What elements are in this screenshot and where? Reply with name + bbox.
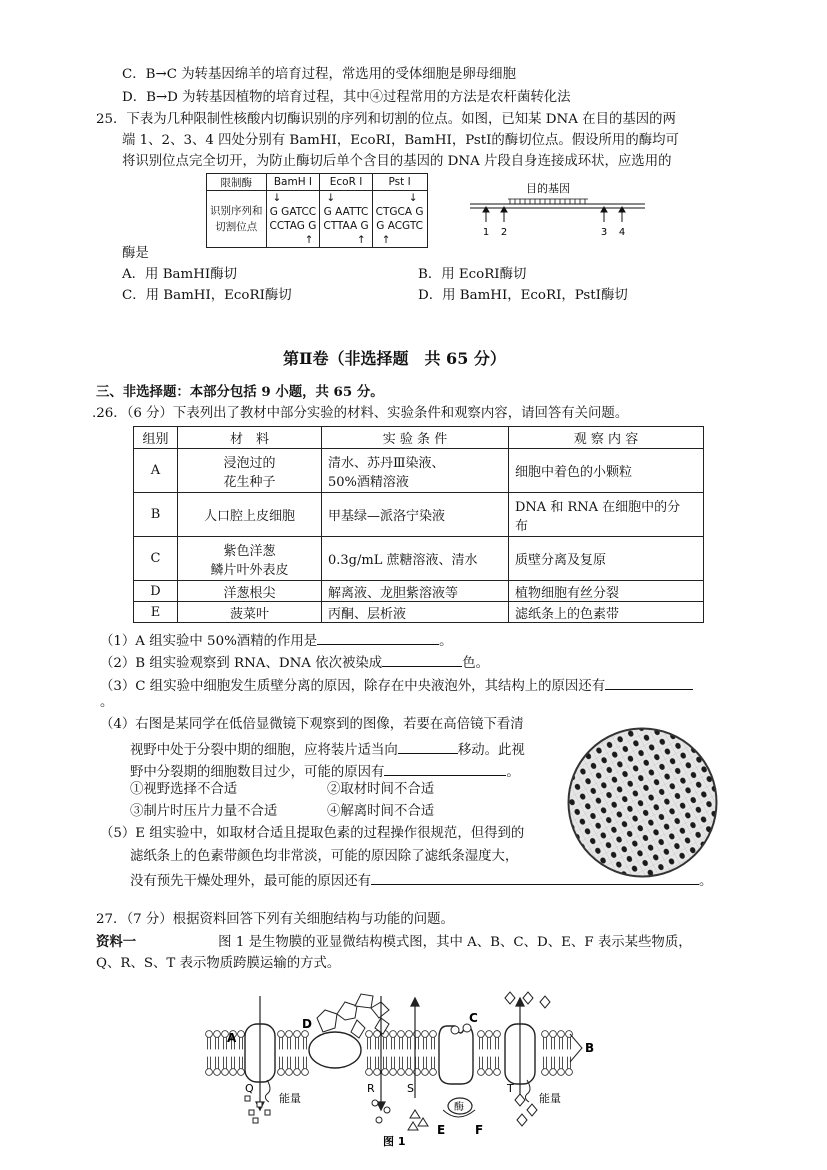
site-2-label: 2	[500, 227, 508, 238]
row-group: C	[134, 537, 178, 581]
q26-sub4-option4: ④解离时间不合适	[327, 804, 435, 819]
sub1-text: （1）A 组实验中 50%酒精的作用是	[100, 634, 318, 649]
row-observation: 植物细胞有丝分裂	[509, 581, 704, 602]
enzyme-header: 限制酶	[207, 174, 267, 191]
ecori-bottom-strand: CTTAA G	[323, 220, 369, 232]
row-group: A	[134, 449, 178, 493]
target-gene-label: 目的基因	[526, 182, 570, 195]
sub1-end: 。	[439, 634, 453, 649]
bamhi-top-strand: G GATCC	[269, 206, 317, 218]
site-3-label: 3	[600, 227, 608, 238]
table-row	[134, 537, 704, 581]
psti-bottom-strand: G ACGTC	[376, 220, 423, 232]
q26-sub4-line1: （4）右图是某同学在低倍显微镜下观察到的图像，若要在高倍镜下看清	[100, 717, 524, 732]
row-material-2: 鳞片叶外表皮	[210, 562, 289, 578]
cut-arrow-icon: ↓	[408, 192, 418, 204]
q24-option-d: D．B→D 为转基因植物的培育过程，其中④过程常用的方法是农杆菌转化法	[122, 90, 571, 105]
row-group: D	[134, 581, 178, 602]
membrane-structure-diagram	[205, 988, 615, 1148]
label-D: D	[302, 1017, 312, 1031]
q26-sub5-line3	[130, 870, 712, 891]
energy-label-right: 能量	[539, 1092, 561, 1105]
label-T: T	[507, 1082, 514, 1095]
reference-label: 资料一	[96, 934, 137, 950]
enzyme-label: 酶	[454, 1102, 464, 1113]
q26-sub4-option2: ②取材时间不合适	[327, 782, 435, 797]
ecori-top-strand: G AATTC	[323, 206, 369, 218]
label-Q: Q	[245, 1082, 254, 1095]
restriction-enzyme-table	[206, 173, 428, 248]
ecori-header: EcoR I	[320, 174, 372, 191]
label-C: C	[469, 1011, 478, 1025]
row-material: 人口腔上皮细胞	[178, 493, 322, 537]
row-condition: 0.3g/mL 蔗糖溶液、清水	[322, 537, 509, 581]
row-group: B	[134, 493, 178, 537]
q26-intro: .26．（6 分）下表列出了教材中部分实验的材料、实验条件和观察内容，请回答有关问题。	[92, 406, 629, 421]
q26-sub5-line2: 滤纸条上的色素带颜色均非常淡，可能的原因除了滤纸条湿度大，	[130, 849, 519, 864]
q24-option-c: C．B→C 为转基因绵羊的培育过程，常选用的受体细胞是卵母细胞	[122, 67, 516, 82]
sub2-text: （2）B 组实验观察到 RNA、DNA 依次被染成	[100, 656, 383, 671]
q26-sub4-line3	[130, 761, 520, 782]
table-row	[134, 449, 704, 493]
sub4-text-end: 。	[506, 765, 520, 780]
q26-sub3-end: 。	[100, 695, 114, 710]
q27-reference-line2: Q、R、S、T 表示物质跨膜运输的方式。	[96, 956, 341, 971]
row-material: 菠菜叶	[178, 602, 322, 623]
cut-arrow-up-icon: ↑	[304, 234, 314, 246]
sub5-end: 。	[699, 874, 713, 889]
sub4-text: 野中分裂期的细胞数目过少，可能的原因有	[130, 765, 385, 780]
answer-blank[interactable]	[317, 630, 439, 645]
q25-option-b: B．用 EcoRⅠ酶切	[418, 267, 527, 282]
experiment-table	[133, 426, 704, 623]
row-material: 洋葱根尖	[178, 581, 322, 602]
q25-option-d: D．用 BamHⅠ，EcoRⅠ，PstⅠ酶切	[418, 288, 628, 303]
table-row	[134, 493, 704, 537]
q26-sub4-option1: ①视野选择不合适	[130, 782, 238, 797]
q27-intro: 27．（7 分）根据资料回答下列有关细胞结构与功能的问题。	[96, 912, 454, 927]
psti-top-strand: CTGCA G	[375, 206, 424, 218]
label-A: A	[227, 1031, 237, 1045]
row-material: 紫色洋葱	[223, 543, 276, 559]
sub4-text-end: 移动。此视	[457, 743, 525, 758]
row-condition: 甲基绿—派洛宁染液	[322, 493, 509, 537]
row-group: E	[134, 602, 178, 623]
row-condition-2: 50%酒精溶液	[328, 474, 409, 490]
q25-stem-line4: 酶是	[122, 246, 149, 261]
q26-sub3	[100, 675, 693, 696]
label-R: R	[367, 1082, 375, 1095]
row-material: 浸泡过的	[223, 455, 276, 471]
answer-blank[interactable]	[398, 739, 458, 754]
sub2-end: 色。	[462, 656, 489, 671]
q25-stem-line2: 端 1、2、3、4 四处分别有 BamHⅠ，EcoRⅠ，BamHⅠ，PstⅠ的酶切位点。假设所用的酶均可	[122, 133, 679, 148]
header-group: 组别	[134, 427, 178, 449]
bamhi-header: BamH I	[266, 174, 320, 191]
row-material-2: 花生种子	[223, 474, 276, 490]
site-1-label: 1	[482, 227, 490, 238]
q26-sub1	[100, 630, 453, 651]
table-row	[134, 602, 704, 623]
sub4-text: 视野中处于分裂中期的细胞，应将装片适当向	[130, 743, 398, 758]
answer-blank[interactable]	[371, 870, 699, 885]
answer-blank[interactable]	[384, 761, 506, 776]
answer-blank[interactable]	[605, 675, 693, 690]
cut-arrow-up-icon: ↑	[381, 234, 391, 246]
q25-stem-line1: 25．下表为几种限制性核酸内切酶识别的序列和切割的位点。如图，已知某 DNA 在目的基因的两	[96, 112, 676, 127]
row-observation: 细胞中着色的小颗粒	[509, 449, 704, 493]
cut-arrow-icon: ↓	[272, 192, 282, 204]
row-observation: 滤纸条上的色素带	[509, 602, 704, 623]
bamhi-bottom-strand: CCTAG G	[269, 220, 317, 232]
row-condition: 清水、苏丹Ⅲ染液、	[328, 455, 445, 471]
q25-option-a: A．用 BamHⅠ酶切	[122, 267, 237, 282]
label-B: B	[585, 1041, 595, 1055]
answer-blank[interactable]	[382, 652, 462, 667]
energy-label-left: 能量	[279, 1092, 301, 1105]
sub5-text: 没有预先干燥处理外，最可能的原因还有	[130, 874, 372, 889]
q26-sub4-line2	[130, 739, 525, 760]
reference-text: 图 1 是生物膜的亚显微结构模式图，其中 A、B、C、D、E、F 表示某些物质，	[218, 935, 692, 950]
q25-option-c: C．用 BamHⅠ，EcoRⅠ酶切	[122, 288, 292, 303]
header-material: 材 料	[178, 427, 322, 449]
q26-sub4-option3: ③制片时压片力量不合适	[130, 804, 278, 819]
psti-header: Pst I	[372, 174, 427, 191]
cut-arrow-icon: ↓	[326, 192, 336, 204]
row-observation-2: 布	[515, 518, 529, 534]
q26-sub5-line1: （5）E 组实验中，如取材合适且提取色素的过程操作很规范，但得到的	[100, 826, 525, 841]
section-subtitle: 三、非选择题：本部分包括 9 小题，共 65 分。	[96, 384, 384, 400]
sequence-label-line2: 切割位点	[215, 221, 258, 233]
section-title: 第Ⅱ卷（非选择题 共 65 分）	[283, 349, 506, 368]
row-condition: 丙酮、层析液	[322, 602, 509, 623]
q25-stem-line3: 将识别位点完全切开，为防止酶切后单个含目的基因的 DNA 片段自身连接成环状，应选用的	[122, 154, 672, 169]
sequence-label-line1: 识别序列和	[210, 205, 263, 217]
microscope-field-image	[565, 725, 720, 880]
figure-caption: 图 1	[383, 1135, 406, 1148]
label-E: E	[437, 1123, 446, 1137]
label-S: S	[407, 1082, 414, 1095]
row-condition: 解离液、龙胆紫溶液等	[322, 581, 509, 602]
site-4-label: 4	[618, 227, 626, 238]
row-observation: DNA 和 RNA 在细胞中的分	[515, 499, 681, 515]
table-row	[134, 581, 704, 602]
q26-sub2	[100, 652, 489, 673]
header-condition: 实 验 条 件	[322, 427, 509, 449]
sub3-text: （3）C 组实验中细胞发生质壁分离的原因，除存在中央液泡外，其结构上的原因还有	[100, 679, 606, 694]
label-F: F	[475, 1123, 484, 1137]
cut-arrow-up-icon: ↑	[356, 234, 366, 246]
row-observation: 质壁分离及复原	[509, 537, 704, 581]
header-observation: 观 察 内 容	[509, 427, 704, 449]
target-gene-dna-diagram	[470, 178, 645, 240]
q27-reference	[96, 933, 692, 952]
